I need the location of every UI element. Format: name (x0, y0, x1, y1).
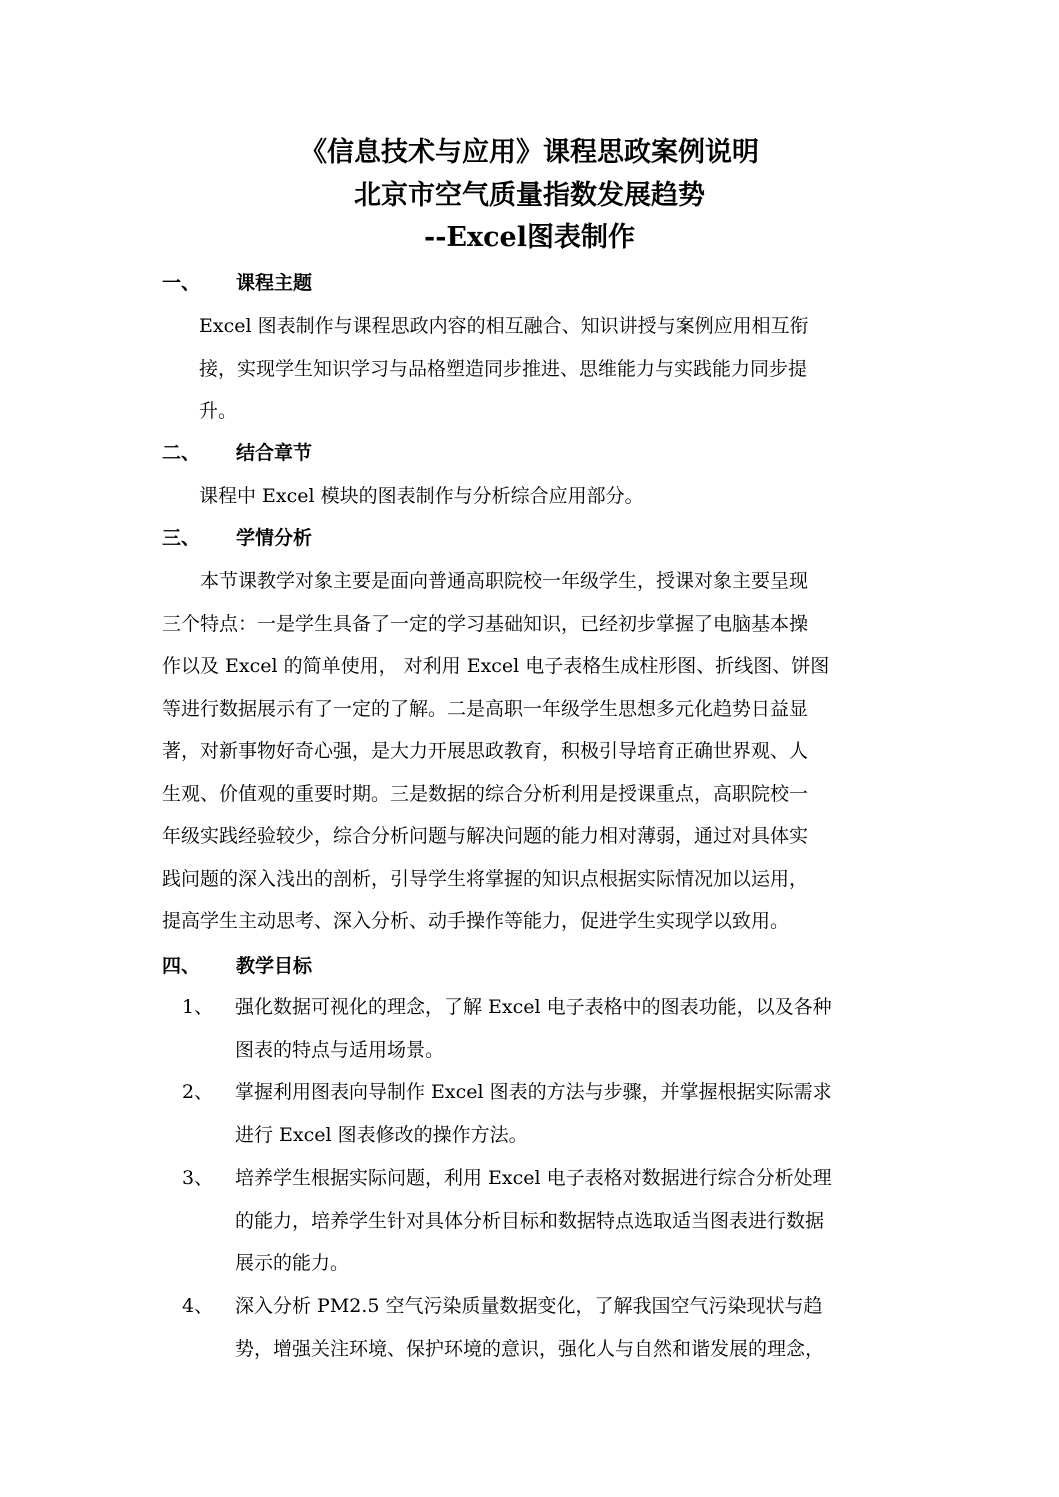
item-body (235, 1285, 824, 1370)
section-2-paragraph (199, 475, 644, 518)
section-number: 三、 (162, 527, 201, 549)
item-body (235, 1071, 832, 1156)
item-line: 强化数据可视化的理念，了解 Excel 电子表格中的图表功能，以及各种 (235, 996, 832, 1018)
paragraph-line: 课程中 Excel 模块的图表制作与分析综合应用部分。 (199, 485, 644, 507)
item-line: 培养学生根据实际问题，利用 Excel 电子表格对数据进行综合分析处理 (235, 1167, 832, 1189)
section-title: 结合章节 (236, 442, 313, 464)
section-heading-2 (162, 439, 312, 467)
document-subtitle-2: --Excel图表制作 (424, 222, 635, 253)
item-number: 2、 (182, 1081, 214, 1103)
item-body (235, 1157, 832, 1285)
section-heading-1 (162, 269, 312, 297)
section-1-paragraph (199, 305, 809, 433)
paragraph-line: 践问题的深入浅出的剖析，引导学生将掌握的知识点根据实际情况加以运用， (162, 867, 809, 890)
section-title: 学情分析 (236, 527, 313, 549)
paragraph-line: 等进行数据展示有了一定的了解。二是高职一年级学生思想多元化趋势日益显 (162, 697, 809, 720)
item-number: 1、 (182, 996, 214, 1018)
document-title: 《信息技术与应用》课程思政案例说明 (300, 137, 759, 168)
item-line: 的能力，培养学生针对具体分析目标和数据特点选取适当图表进行数据 (235, 1209, 825, 1232)
section-title: 教学目标 (236, 955, 313, 977)
item-line: 展示的能力。 (235, 1252, 350, 1274)
item-line: 势，增强关注环境、保护环境的意识，强化人与自然和谐发展的理念， (235, 1337, 825, 1360)
section-title: 课程主题 (236, 272, 313, 294)
item-body (235, 986, 832, 1071)
paragraph-line: 年级实践经验较少，综合分析问题与解决问题的能力相对薄弱，通过对具体实 (162, 825, 809, 847)
paragraph-line: 生观、价值观的重要时期。三是数据的综合分析利用是授课重点，高职院校一 (162, 782, 809, 805)
paragraph-line: 三个特点：一是学生具备了一定的学习基础知识，已经初步掌握了电脑基本操 (162, 612, 809, 635)
item-line: 掌握利用图表向导制作 Excel 图表的方法与步骤，并掌握根据实际需求 (235, 1081, 832, 1103)
paragraph-line: 作以及 Excel 的简单使用， 对利用 Excel 电子表格生成柱形图、折线图、饼图 (162, 655, 830, 677)
document-subtitle: 北京市空气质量指数发展趋势 (354, 180, 705, 211)
item-line: 图表的特点与适用场景。 (235, 1038, 445, 1061)
section-heading-4 (162, 952, 312, 980)
item-line: 进行 Excel 图表修改的操作方法。 (235, 1123, 528, 1146)
paragraph-line: 著，对新事物好奇心强，是大力开展思政教育，积极引导培育正确世界观、人 (162, 740, 809, 762)
paragraph-line: 升。 (199, 400, 238, 422)
section-number: 一、 (162, 272, 201, 294)
paragraph-line: Excel 图表制作与课程思政内容的相互融合、知识讲授与案例应用相互衔 (199, 315, 809, 337)
item-number: 3、 (182, 1167, 214, 1189)
section-number: 四、 (162, 955, 201, 977)
section-3-paragraph (162, 560, 829, 943)
paragraph-line: 接，实现学生知识学习与品格塑造同步推进、思维能力与实践能力同步提 (199, 357, 808, 380)
item-line: 深入分析 PM2.5 空气污染质量数据变化，了解我国空气污染现状与趋 (235, 1295, 823, 1317)
section-number: 二、 (162, 442, 201, 464)
paragraph-line: 本节课教学对象主要是面向普通高职院校一年级学生，授课对象主要呈现 (200, 570, 809, 592)
paragraph-line: 提高学生主动思考、深入分析、动手操作等能力，促进学生实现学以致用。 (162, 910, 790, 932)
section-heading-3 (162, 524, 312, 552)
item-number: 4、 (182, 1295, 214, 1317)
